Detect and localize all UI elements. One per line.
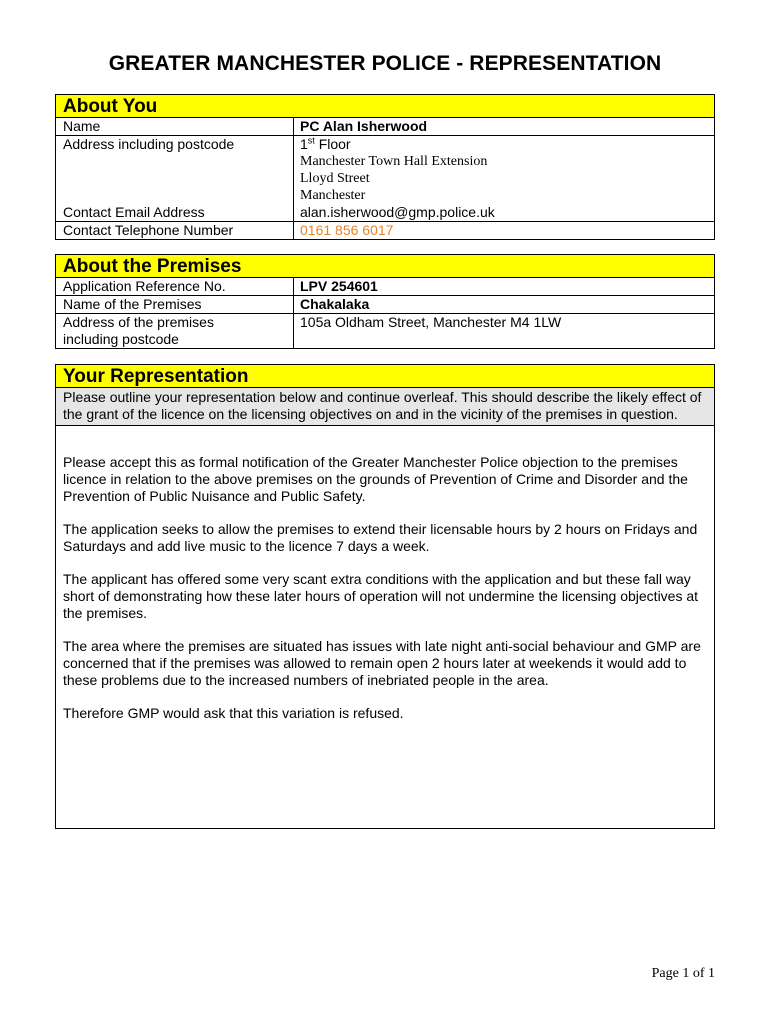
email-label: Contact Email Address: [63, 204, 205, 220]
representation-instructions: Please outline your representation below and continue overleaf. This should describe the likely effect of the grant of the licence on the licensing objectives on and in the vicinity of the premises in question.: [56, 388, 714, 426]
premises-address-label: [56, 314, 293, 348]
email-row: [56, 204, 714, 222]
representation-paragraph: Therefore GMP would ask that this variation is refused.: [63, 705, 404, 721]
reference-value: LPV 254601: [300, 278, 378, 294]
column-divider: [293, 278, 294, 348]
reference-row: [56, 278, 714, 296]
email-value: alan.isherwood@gmp.police.uk: [300, 204, 495, 220]
address-line-2: Manchester Town Hall Extension: [300, 154, 488, 169]
address-floor-suffix: st: [307, 135, 315, 146]
address-line-3: Lloyd Street: [300, 171, 370, 186]
representation-section: [55, 364, 715, 829]
about-premises-section: [55, 254, 715, 349]
representation-paragraph: The application seeks to allow the premises to extend their licensable hours by 2 hours on Fridays and Saturdays and add live music to the licence 7 days a week.: [63, 521, 698, 554]
representation-text: [56, 426, 714, 828]
address-row: [56, 136, 714, 204]
premises-address-value: 105a Oldham Street, Manchester M4 1LW: [300, 314, 562, 330]
page-number: Page 1 of 1: [651, 966, 715, 981]
name-value: PC Alan Isherwood: [300, 118, 428, 134]
address-floor-word: Floor: [314, 136, 351, 152]
address-value: [293, 136, 714, 204]
premises-address-label-line-2: including postcode: [63, 331, 179, 347]
premises-name-row: [56, 296, 714, 314]
representation-heading: Your Representation: [56, 365, 714, 388]
phone-row: [56, 222, 714, 239]
address-label: Address including postcode: [63, 136, 235, 152]
address-line-4: Manchester: [300, 188, 366, 203]
premises-address-row: [56, 314, 714, 348]
name-label: Name: [63, 118, 101, 134]
representation-paragraph: The applicant has offered some very scant extra conditions with the application and but these fall way short of demonstrating how these later hours of operation will not undermine the licensing objectives at the premises.: [63, 571, 699, 621]
phone-label: Contact Telephone Number: [63, 222, 234, 238]
name-row: [56, 118, 714, 136]
premises-address-label-line-1: Address of the premises: [63, 314, 214, 330]
representation-paragraph: Please accept this as formal notification of the Greater Manchester Police objection to the premises licence in relation to the above premises on the grounds of Prevention of Crime and Disorder and the Prevention of Public Nuisance and Public Safety.: [63, 454, 688, 504]
address-floor-number: 1: [300, 136, 308, 152]
about-you-heading: About You: [56, 95, 714, 118]
column-divider: [293, 118, 294, 239]
representation-paragraph: The area where the premises are situated has issues with late night anti-social behaviour and GMP are concerned that if the premises was allowed to remain open 2 hours later at weekends it would add to these problems due to the increased numbers of inebriated people in the area.: [63, 638, 701, 688]
about-premises-heading: About the Premises: [56, 255, 714, 278]
about-you-section: [55, 94, 715, 240]
page-title: GREATER MANCHESTER POLICE - REPRESENTATION: [108, 52, 662, 75]
premises-name-label: Name of the Premises: [63, 296, 202, 312]
reference-label: Application Reference No.: [63, 278, 226, 294]
premises-name-value: Chakalaka: [300, 296, 370, 312]
phone-value: 0161 856 6017: [300, 222, 394, 238]
